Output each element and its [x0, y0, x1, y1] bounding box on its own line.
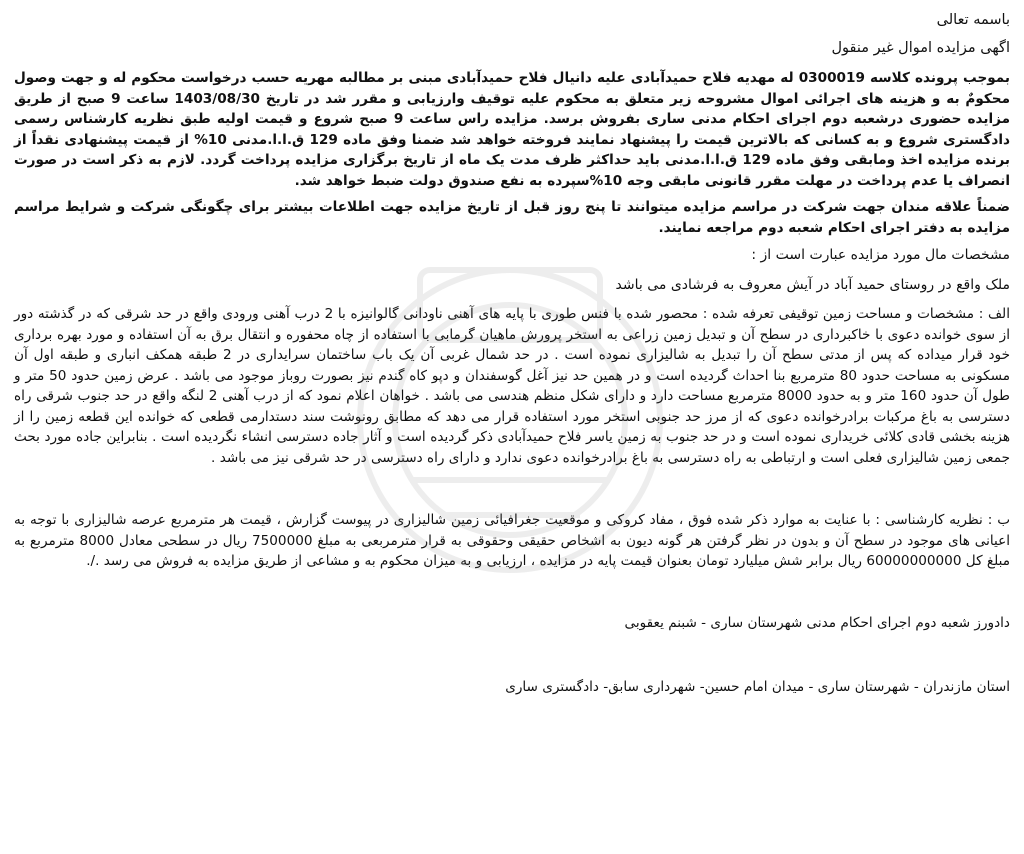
address-line: استان مازندران - شهرستان ساری - میدان امام حسین- شهرداری سابق- دادگستری ساری	[505, 678, 1010, 695]
signature-line: دادورز شعبه دوم اجرای احکام مدنی شهرستان ساری - شبنم یعقوبی	[624, 614, 1010, 631]
spacer	[14, 474, 1010, 510]
notice-title: اگهی مزایده اموال غیر منقول	[831, 40, 1010, 56]
document-heading: باسمه تعالی	[936, 12, 1010, 28]
section-be-expert-opinion: ب : نظریه کارشناسی : با عنایت به موارد ذکر شده فوق ، مفاد کروکی و موقعیت جغرافیائی زمین شالیزاری در پیوست گزارش ، قیمت هر مترمربع عرصه شالیزاری با توجه به اعیانی های موجود در سطح آن و بدون در نظر گرفتن هر گونه دیون به اشخاص حقیقی وحقوقی به قرار مترمربعی به مبلغ 7500000 ریال در سطحی معادل 8000 مترمربع به مبلغ کل 60000000000 ریال برابر شش میلیارد تومان بعنوان قیمت پایه در مزایده ، ارزیابی و به میزان محکوم به و مشاعی از طریق مزایده به فروش می رسد ./.	[14, 512, 1011, 569]
participation-note-paragraph: ضمناً علاقه مندان جهت شرکت در مراسم مزایده میتوانند تا پنج روز قبل از تاریخ مزایده جهت اطلاعات بیشتر برای چگونگی شرکت و شرایط مراسم مزایده به دفتر اجرای احکام شعبه دوم مراجعه نمایند.	[14, 199, 1010, 236]
auction-terms-paragraph: بموجب پرونده کلاسه 0300019 له مهدیه فلاح حمیدآبادی علیه دانیال فلاح حمیدآبادی مبنی بر مطالبه مهریه حسب درخواست محکوم له و جهت وصول محکومٌ به و هزینه های اجرائی اموال مشروحه زیر متعلق به محکوم علیه توقیف وارزیابی و مقرر شد در تاریخ 1403/08/30 ساعت 9 صبح از طریق مزایده حضوری درشعبه دوم اجرای احکام مدنی ساری بفروش برسد. مزایده راس ساعت 9 صبح شروع و قیمت اولیه طبق نظریه کارشناس رسمی دادگستری شروع و به کسانی که بالاترین قیمت را پیشنهاد نمایند فروخته خواهد شد ضمنا وفق ماده 129 ق.ا.ا.مدنی 10% از قیمت پیشنهادی نقداً از برنده مزایده اخذ ومابقی وفق ماده 129 ق.ا.ا.مدنی باید حداکثر ظرف مدت یک ماه از تاریخ برگزاری مزایده پرداخت گردد. لازم به ذکر است در صورت انصراف یا عدم پرداخت در مهلت مقرر قانونی مابقی وجه 10%سپرده به نفع صندوق دولت ضبط خواهد شد.	[14, 70, 1010, 189]
section-alef-land-description: الف : مشخصات و مساحت زمین توقیفی تعرفه شده : محصور شده با فنس طوری با پایه های آهنی ناودانی گالوانیزه با 2 درب آهنی ورودی واقع در حد شرقی که در گذشته دور از سوی خوانده دعوی با خاکبرداری در سطح آن و تبدیل زمین زراعی به استخر پرورش ماهیان گرمابی با استفاده از چاه محفوره و انتقال برق به آن استفاده و مورد بهره برداری خود قرار میداده که پس از مدتی سطح آن را تبدیل به شالیزاری نموده است . در حد شمال غربی آن یک باب ساختمان سرایداری در 2 طبقه همکف انباری و طبقه اول آن مسکونی به مساحت حدود 80 مترمربع بنا احداث گردیده است و در همین حد نیز آغل گوسفندان و دپو کاه گندم نیز بصورت روباز موجود می باشد . عرض زمین حدود 50 متر و طول آن حدود 160 متر و به حدود 8000 مترمربع مساحت دارد و دارای شکل منظم هندسی می باشد . خواهان اعلام نمود که از درب آهنی 2 لنگه واقع در حد جنوب شرقی راه دسترسی به باغ مرکبات برادرخوانده دعوی که از مرز حد جنوبی استخر مورد استفاده قرار می دهد که مطابق رونوشت سند دستدارمی قطعی که خوانده این قطعه زمین را از هزینه بخشی قادی کلائی خریداری نموده است و در حد جنوب به زمین یاسر فلاح حمیدآبادی ذکر گردیده است و آثار جاده دسترسی انشاء نگردیده است . بنابراین جاده مورد بحث جمعی زمین شالیزاری فعلی است و ارتباطی به راه دسترسی به باغ برادرخوانده دعوی ندارد و دارای راه دسترسی در حد شرقی نیز می باشد .	[14, 306, 1011, 466]
property-location: ملک واقع در روستای حمید آباد در آیش معروف به فرشادی می باشد	[615, 277, 1010, 293]
property-specs-intro: مشخصات مال مورد مزایده عبارت است از :	[751, 247, 1010, 263]
